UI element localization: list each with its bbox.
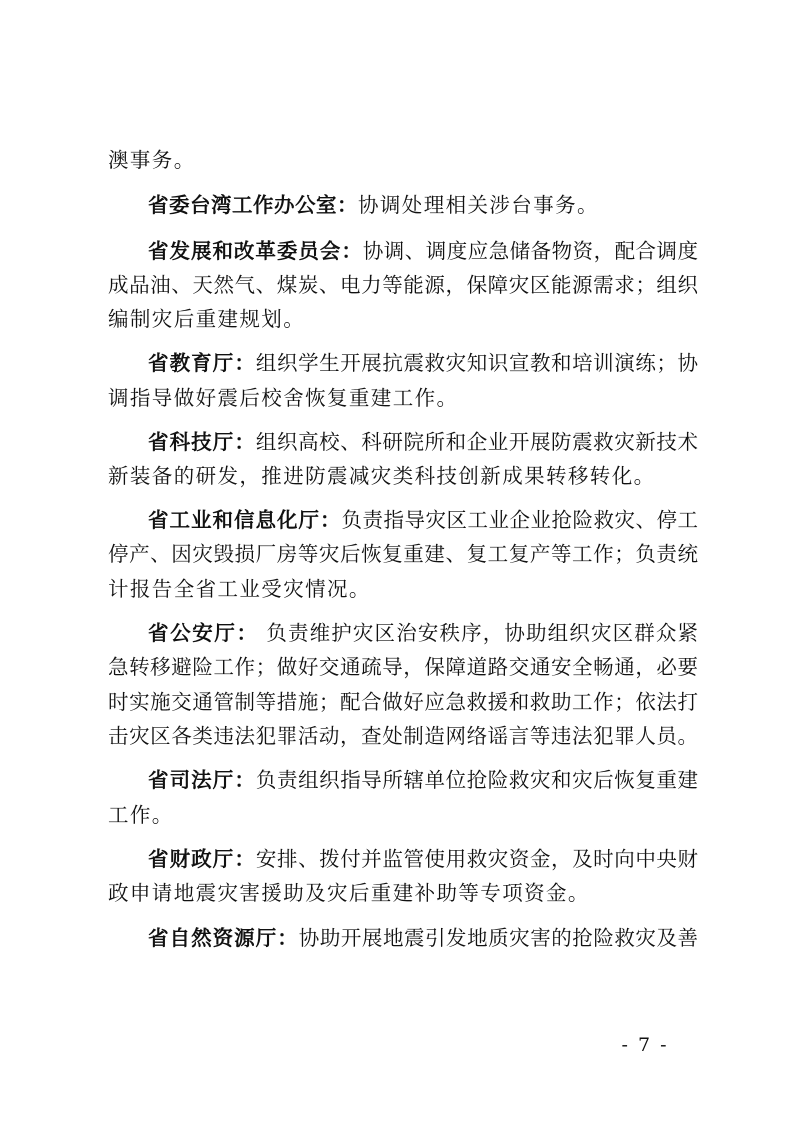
page-number: - 7 - (621, 1034, 669, 1056)
department-name: 省工业和信息化厅： (148, 508, 342, 532)
paragraph-taiwan-office-line-1: 省委台湾工作办公室：协调处理相关涉台事务。 (148, 193, 599, 217)
department-name: 省教育厅： (148, 351, 256, 375)
paragraph-development-reform-line-1: 省发展和改革委员会：协调、调度应急储备物资，配合调度 (148, 239, 699, 263)
department-name: 省公安厅： (148, 621, 259, 645)
paragraph-industry-line-2: 停产、因灾毁损厂房等灾后恢复重建、复工复产等工作；负责统 (108, 542, 698, 566)
paragraph-development-reform-line-3: 编制灾后重建规划。 (108, 307, 306, 331)
paragraph-science-line-1: 省科技厅：组织高校、科研院所和企业开展防震救灾新技术 (148, 430, 699, 454)
department-name: 省委台湾工作办公室： (148, 193, 358, 217)
paragraph-public-security-line-3: 时实施交通管制等措施；配合做好应急救援和救助工作；依法打 (108, 690, 698, 714)
department-name: 省财政厅： (148, 847, 256, 871)
paragraph-justice-line-1: 省司法厅：负责组织指导所辖单位抢险救灾和灾后恢复重建 (148, 768, 699, 792)
paragraph-industry-line-3: 计报告全省工业受灾情况。 (108, 577, 371, 601)
department-name: 省自然资源厅： (148, 926, 299, 950)
paragraph-finance-line-2: 政申请地震灾害援助及灾后重建补助等专项资金。 (108, 881, 590, 905)
paragraph-public-security-line-1: 省公安厅： 负责维护灾区治安秩序，协助组织灾区群众紧 (148, 621, 699, 645)
paragraph-public-security-line-2: 急转移避险工作；做好交通疏导，保障道路交通安全畅通，必要 (108, 655, 698, 679)
paragraph-justice-line-2: 工作。 (108, 803, 174, 827)
paragraph-industry-line-1: 省工业和信息化厅：负责指导灾区工业企业抢险救灾、停工 (148, 508, 698, 532)
department-name: 省司法厅： (148, 768, 256, 792)
paragraph-public-security-line-4: 击灾区各类违法犯罪活动，查处制造网络谣言等违法犯罪人员。 (108, 724, 698, 748)
paragraph-natural-resources-line-1: 省自然资源厅：协助开展地震引发地质灾害的抢险救灾及善 (148, 926, 699, 950)
paragraph-science-line-2: 新装备的研发，推进防震减灾类科技创新成果转移转化。 (108, 464, 656, 488)
continuation-line: 澳事务。 (108, 148, 196, 172)
paragraph-finance-line-1: 省财政厅：安排、拨付并监管使用救灾资金，及时向中央财 (148, 847, 699, 871)
paragraph-education-line-1: 省教育厅：组织学生开展抗震救灾知识宣教和培训演练；协 (148, 351, 699, 375)
paragraph-development-reform-line-2: 成品油、天然气、煤炭、电力等能源，保障灾区能源需求；组织 (108, 273, 698, 297)
paragraph-education-line-2: 调指导做好震后校舍恢复重建工作。 (108, 386, 459, 410)
department-name: 省发展和改革委员会： (148, 239, 363, 263)
department-name: 省科技厅： (148, 430, 256, 454)
